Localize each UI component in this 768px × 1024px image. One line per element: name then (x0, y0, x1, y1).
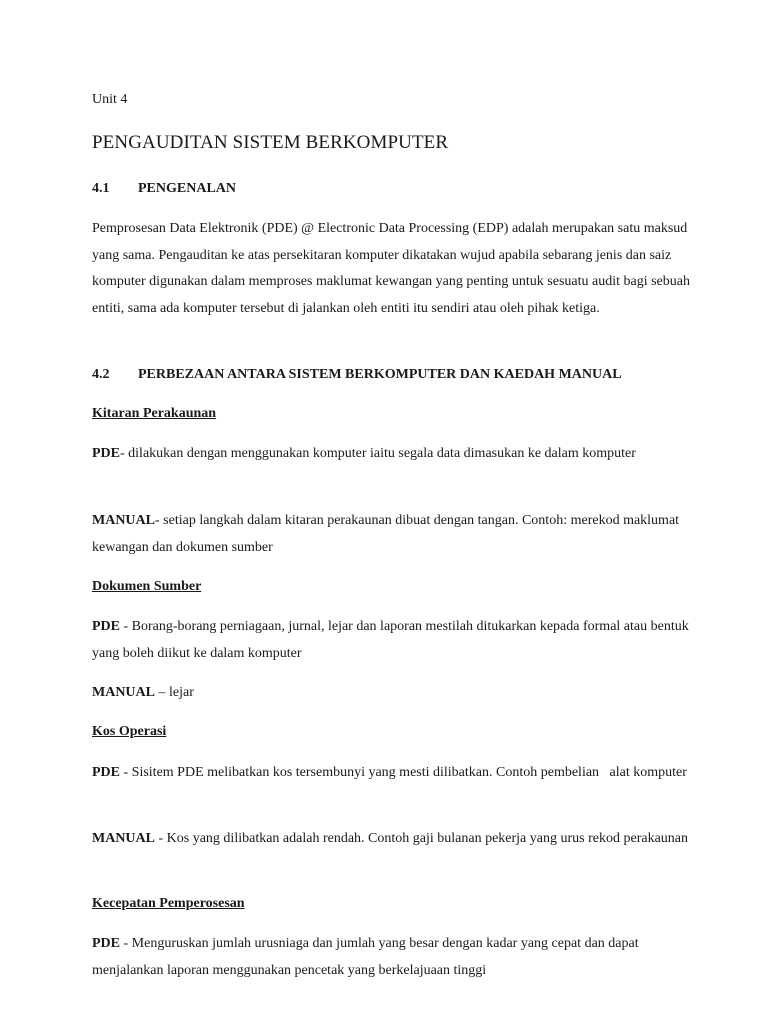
pde-label: PDE (92, 936, 120, 951)
pde-label: PDE (92, 446, 120, 461)
unit-label: Unit 4 (92, 92, 128, 107)
pde-label: PDE (92, 619, 120, 634)
pde-entry (92, 930, 692, 984)
manual-label: MANUAL (92, 685, 155, 700)
manual-entry (92, 507, 692, 561)
pde-text: - Menguruskan jumlah urusniaga dan jumlah yang besar dengan kadar yang cepat dan dapat menjalankan laporan menggunakan pencetak yang berkelajuaan tinggi (92, 936, 639, 978)
subheading-dokumen-sumber: Dokumen Sumber (92, 579, 202, 594)
section-title: PENGENALAN (138, 181, 237, 196)
manual-entry (92, 679, 692, 706)
manual-text: - Kos yang dilibatkan adalah rendah. Contoh gaji bulanan pekerja yang urus rekod perakaunan (155, 831, 688, 846)
subheading-kecepatan-pemperosesan: Kecepatan Pemperosesan (92, 896, 245, 911)
pde-text: - Borang-borang perniagaan, jurnal, lejar dan laporan mestilah ditukarkan kepada formal atau bentuk yang boleh diikut ke dalam komputer (92, 619, 689, 661)
section-number: 4.2 (92, 367, 110, 382)
manual-label: MANUAL (92, 513, 155, 528)
section-heading-4-1 (92, 181, 236, 197)
manual-text: - setiap langkah dalam kitaran perakaunan dibuat dengan tangan. Contoh: merekod maklumat kewangan dan dokumen sumber (92, 513, 680, 555)
manual-label: MANUAL (92, 831, 155, 846)
pde-text: - Sisitem PDE melibatkan kos tersembunyi yang mesti dilibatkan. Contoh pembelian alat komputer (120, 765, 687, 780)
pde-entry (92, 440, 692, 467)
section-heading-4-2 (92, 367, 622, 383)
subheading-kos-operasi: Kos Operasi (92, 724, 167, 739)
section-number: 4.1 (92, 181, 110, 196)
document-title: PENGAUDITAN SISTEM BERKOMPUTER (92, 132, 449, 153)
pde-label: PDE (92, 765, 120, 780)
intro-paragraph: Pemprosesan Data Elektronik (PDE) @ Electronic Data Processing (EDP) adalah merupakan satu maksud yang sama. Pengauditan ke atas persekitaran komputer dikatakan wujud apabila sebarang jenis dan saiz komputer digunakan dalam memproses maklumat kewangan yang penting untuk sesuatu audit bagi sebuah entiti, sama ada komputer tersebut di jalankan oleh entiti itu sendiri atau oleh pihak ketiga. (92, 221, 690, 316)
manual-text: – lejar (155, 685, 194, 700)
manual-entry (92, 825, 692, 852)
pde-entry (92, 613, 692, 667)
section-title: PERBEZAAN ANTARA SISTEM BERKOMPUTER DAN KAEDAH MANUAL (138, 367, 622, 382)
pde-text: - dilakukan dengan menggunakan komputer iaitu segala data dimasukan ke dalam komputer (120, 446, 636, 461)
subheading-kitaran-perakaunan: Kitaran Perakaunan (92, 406, 217, 421)
pde-entry (92, 759, 692, 786)
